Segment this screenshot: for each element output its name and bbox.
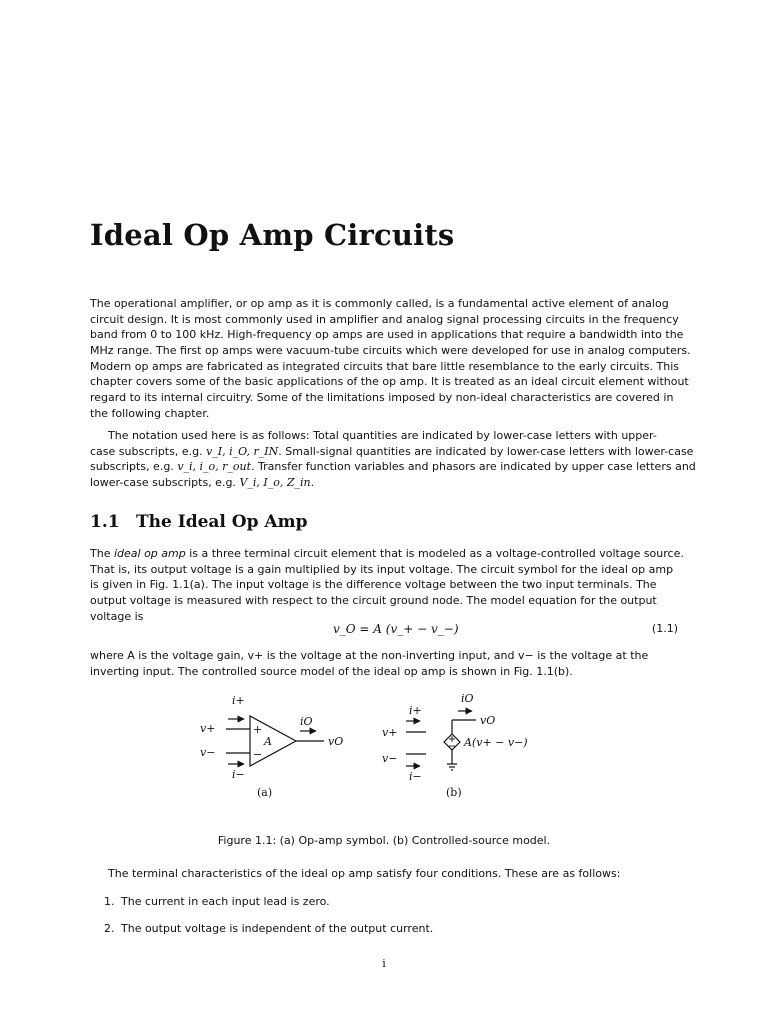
label-v-plus: v+: [382, 726, 398, 739]
text-span: . Small-signal quantities are indicated by lower-case letters with lower-case: [278, 444, 694, 458]
text-span: is a three terminal circuit element that is modeled as a voltage-controlled voltage source.: [189, 547, 684, 560]
document-page: [90, 0, 696, 1024]
label-i-plus: i+: [232, 694, 245, 707]
text-line: output voltage is measured with respect to the circuit ground node. The model equation for the output: [90, 594, 657, 608]
text-line: regard to its internal circuitry. Some of the limitations imposed by non-ideal characteristics are covered in: [90, 391, 674, 405]
equation-number: (1.1): [651, 622, 678, 635]
list-text: The current in each input lead is zero.: [121, 895, 330, 908]
list-item: [104, 895, 330, 908]
notation-paragraph: [90, 428, 696, 491]
math-inline: V_i, I_o, Z_in: [239, 476, 311, 490]
figure-caption: Figure 1.1: (a) Op-amp symbol. (b) Controlled-source model.: [217, 834, 551, 847]
label-gain: A: [264, 735, 272, 748]
intro-paragraph: [90, 296, 691, 422]
list-text: The output voltage is independent of the output current.: [121, 922, 434, 935]
label-i-out: iO: [461, 692, 474, 705]
text-line: The operational amplifier, or op amp as it is commonly called, is a fundamental active element of analog: [90, 297, 669, 310]
label-i-out: iO: [300, 715, 313, 728]
section-paragraph: [90, 546, 684, 624]
op-amp-symbol-labels: [200, 694, 343, 799]
op-amp-figure: [200, 690, 560, 808]
text-span: subscripts, e.g.: [90, 460, 174, 474]
text-line: the following chapter.: [90, 406, 210, 420]
text-line: MHz range. The first op amps were vacuum-tube circuits which were developed for use in analog computers.: [90, 344, 691, 358]
text-line: That is, its output voltage is a gain multiplied by its input voltage. The circuit symbol for the ideal op amp: [90, 562, 674, 576]
text-line: circuit design. It is most commonly used in amplifier and analog signal processing circuits in the frequency: [90, 312, 679, 326]
after-equation-paragraph: [90, 648, 678, 679]
label-v-minus: v−: [382, 752, 398, 765]
text-line: The notation used here is as follows: Total quantities are indicated by lower-case letters with upper-: [108, 429, 657, 442]
label-v-plus: v+: [200, 722, 216, 735]
text-line: Modern op amps are fabricated as integrated circuits that bare little resemblance to the early circuits. This: [90, 359, 679, 373]
text-span: The: [90, 547, 111, 560]
text-line: The terminal characteristics of the ideal op amp satisfy four conditions. These are as follows:: [108, 867, 621, 880]
text-span: lower-case subscripts, e.g.: [90, 476, 236, 490]
math-inline: v_i, i_o, r_out: [177, 460, 252, 474]
label-source-expression: A(v+ − v−): [464, 736, 528, 749]
section-number: 1.1: [90, 512, 120, 532]
text-line: [90, 444, 694, 460]
label-b: (b): [446, 786, 462, 799]
text-line: chapter covers some of the basic applications of the op amp. It is treated as an ideal circuit element without: [90, 375, 689, 389]
label-minus-sign: −: [253, 748, 263, 761]
text-line: where A is the voltage gain, v+ is the voltage at the non-inverting input, and v− is the voltage at the: [90, 649, 649, 662]
label-a: (a): [257, 786, 273, 799]
text-line: inverting input. The controlled source model of the ideal op amp is shown in Fig. 1.1(b).: [90, 664, 573, 678]
label-i-minus: i−: [409, 770, 422, 783]
label-v-out: vO: [328, 735, 344, 748]
text-line: voltage is: [90, 609, 144, 623]
math-inline: v_I, i_O, r_IN: [206, 444, 279, 458]
page-number: i: [382, 957, 386, 970]
text-line: band from 0 to 100 kHz. High-frequency op amps are used in applications that require a bandwidth into the: [90, 328, 684, 342]
label-v-minus: v−: [200, 746, 216, 759]
text-line: is given in Fig. 1.1(a). The input voltage is the difference voltage between the two input terminals. The: [90, 578, 657, 592]
label-v-out: vO: [480, 714, 496, 727]
chapter-title: Ideal Op Amp Circuits: [90, 218, 455, 252]
conditions-paragraph: [90, 866, 678, 882]
equation-1-1: [90, 622, 678, 640]
label-i-plus: i+: [409, 704, 422, 717]
section-title: The Ideal Op Amp: [136, 512, 308, 532]
label-plus-sign: +: [253, 723, 263, 736]
list-number: 2.: [104, 922, 115, 935]
section-heading: [90, 512, 307, 532]
controlled-source-labels: [382, 692, 528, 799]
label-i-minus: i−: [232, 768, 245, 781]
equation-body: v_O = A (v_+ − v_−): [333, 622, 459, 636]
text-span: .: [310, 476, 315, 490]
list-item: [104, 922, 433, 935]
text-span: . Transfer function variables and phasors are indicated by upper case letters and: [251, 460, 696, 474]
list-number: 1.: [104, 895, 115, 908]
text-line: [90, 475, 678, 491]
text-span: case subscripts, e.g.: [90, 444, 203, 458]
text-line: [90, 459, 696, 475]
text-line: [90, 546, 684, 562]
emphasis-term: ideal op amp: [113, 547, 186, 560]
